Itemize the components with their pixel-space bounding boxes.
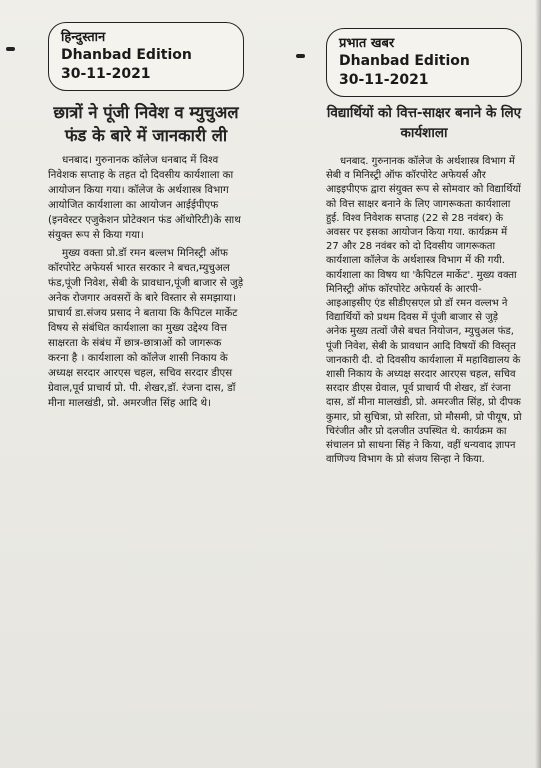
left-date: 30-11-2021 (61, 66, 151, 82)
left-edition-box (48, 22, 244, 91)
right-edition-box (326, 28, 522, 97)
right-paragraph: धनबाद. गुरुनानक कॉलेज के अर्थशास्त्र विभाग में सेबी व मिनिस्ट्री ऑफ कॉरपोरेट अफेयर्स और आइइपीएफ द्वारा संयुक्त रूप से सोमवार को विद्यार्थियों को वित्त साक्षर बनाने के लिए जागरूकता कार्यशाला हुई. विश्व निवेशक सप्ताह (22 से 28 नवंबर) के अवसर पर इसका आयोजन किया गया. कार्यक्रम में 27 और 28 नवंबर को दो दिवसीय जागरूकता कार्यशाला कॉलेज के अर्थशास्त्र विभाग में की गयी. कार्यशाला का विषय था 'कैपिटल मार्केट'. मुख्य वक्ता मिनिस्ट्री ऑफ कॉरपोरेट अफेयर्स के आरपी- आइआइसीए एंड सीडीएसएल प्रो डॉ रमन वल्लभ ने विद्यार्थियों को प्रथम दिवस में पूंजी बाजार से जुड़े अनेक मुख्य तत्वों जैसे बचत नियोजन, म्युचुअल फंड, पूंजी निवेश, सेबी के प्रावधान आदि विषयों की विस्तृत जानकारी दी. दो दिवसीय कार्यशाला में महाविद्यालय के शासी निकाय के अध्यक्ष सरदार आरएस चहल, सचिव सरदार डीएस ग्रेवाल, पूर्व प्राचार्य पी शेखर, डॉ रंजना दास, डॉ मीना मालखंडी, प्रो. अमरजीत सिंह, प्रो दीपक कुमार, प्रो सुचित्रा, प्रो सरिता, प्रो मौसमी, प्रो पीयूष, प्रो चिरंजीत और प्रो दलजीत उपस्थित थे. कार्यक्रम का संचालन प्रो साधना सिंह ने किया, वहीं धन्यवाद ज्ञापन वाणिज्य विभाग के प्रो संजय सिन्हा ने किया. (326, 156, 522, 466)
right-paper-name: प्रभात खबर (339, 36, 395, 51)
right-article-body (326, 155, 522, 467)
page-shadow-edge (535, 0, 541, 768)
left-paper-name: हिन्दुस्तान (61, 30, 106, 45)
punch-mark-left (6, 47, 15, 51)
right-headline: विद्यार्थियों को वित्त-साक्षर बनाने के लिए कार्यशाला (326, 105, 522, 141)
left-edition: Dhanbad Edition (61, 47, 192, 63)
left-paragraph: धनबाद। गुरुनानक कॉलेज धनबाद में विश्व निवेशक सप्ताह के तहत दो दिवसीय कार्यशाला का आयोजन किया गया। कॉलेज के अर्थशास्त्र विभाग आयोजित कार्यशाला का आयोजन आईईपीएफ (इनवेस्टर एजुकेशन प्रोटेक्शन फंड ऑथोरिटी)के साथ संयुक्त रूप से किया गया। (48, 154, 241, 241)
right-date: 30-11-2021 (339, 72, 429, 88)
left-paragraph: मुख्य वक्ता प्रो.डॉ रमन बल्लभ मिनिस्ट्री ऑफ कॉरपोरेट अफेयर्स भारत सरकार ने बचत,म्युचुअल फंड,पूंजी निवेश, सेबी के प्रावधान,पूंजी बाजार से जुड़े अनेक रोजगार अवसरों के बारे विस्तार से समझाया। प्राचार्य डा.संजय प्रसाद ने बताया कि कैपिटल मार्केट विषय से संबंधित कार्यशाला का मुख्य उद्देश्य वित्त साक्षरता के संबंध में छात्र-छात्राओं को जागरूक करना है । कार्यशाला को कॉलेज शासी निकाय के अध्यक्ष सरदार आरएस चहल, सचिव सरदार डीएस ग्रेवाल,पूर्व प्राचार्य प्रो. पी. शेखर,डॉ. रंजना दास, डॉ मीना मालखंडी, प्रो. अमरजीत सिंह आदि थे। (48, 247, 244, 409)
right-clipping (326, 28, 522, 467)
left-clipping (48, 22, 244, 410)
left-article-body (48, 153, 244, 410)
left-headline: छात्रों ने पूंजी निवेश व म्युचुअल फंड के बारे में जानकारी ली (53, 103, 239, 145)
punch-mark-center (296, 54, 305, 58)
right-edition: Dhanbad Edition (339, 53, 470, 69)
